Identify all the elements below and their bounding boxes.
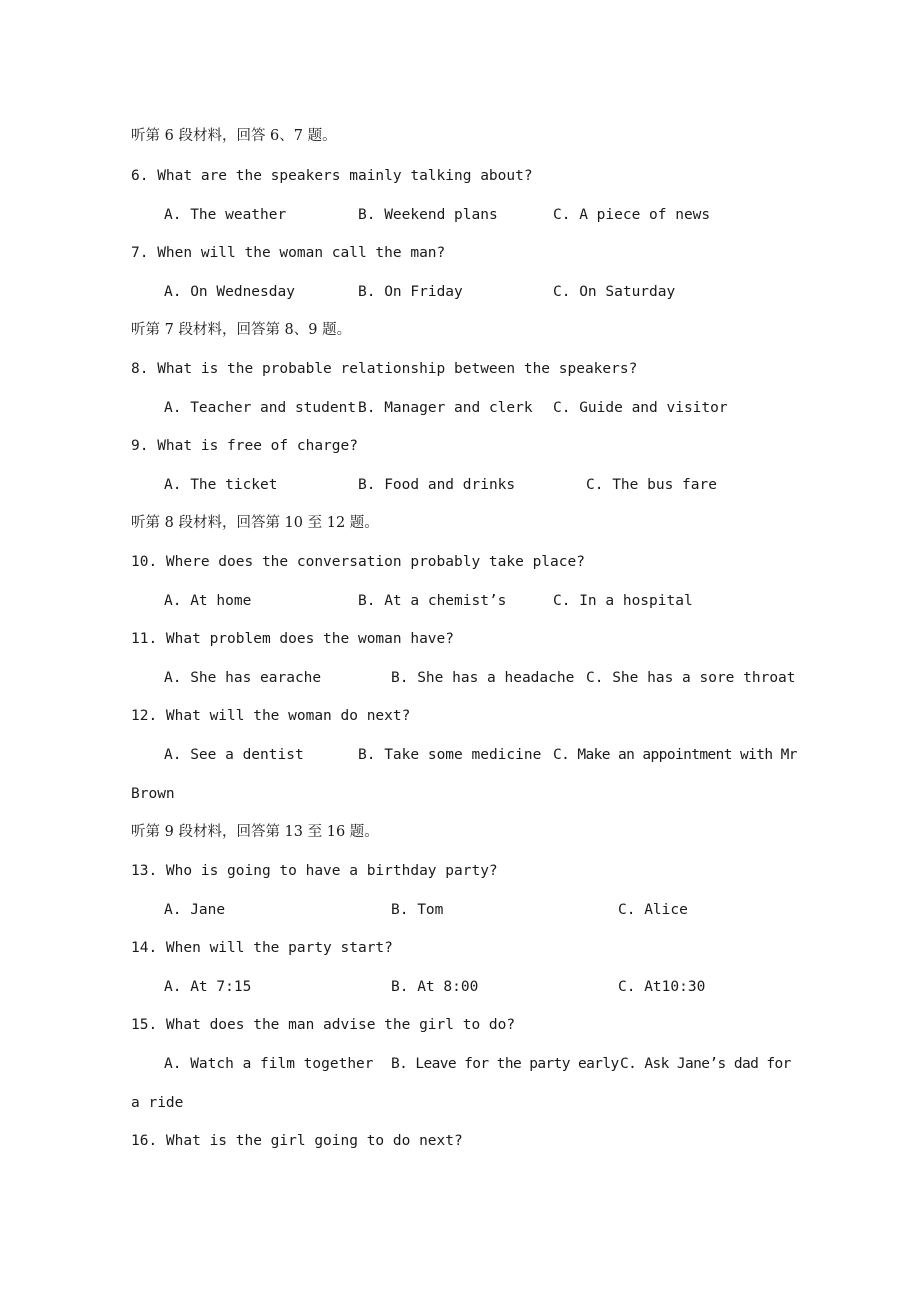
question-10-option-a: A. At home <box>164 593 252 609</box>
question-15-option-b: B. Leave for the party early <box>391 1056 619 1072</box>
question-14-stem: 14. When will the party start? <box>131 940 393 956</box>
question-15-option-a: A. Watch a film together <box>164 1056 374 1072</box>
question-13-stem: 13. Who is going to have a birthday party? <box>131 863 498 879</box>
question-9-option-c: C. The bus fare <box>586 477 717 493</box>
question-11-option-b: B. She has a headache <box>391 670 575 686</box>
section-heading-8: 听第 8 段材料，回答第 10 至 12 题。 <box>131 515 379 531</box>
section-heading-9: 听第 9 段材料，回答第 13 至 16 题。 <box>131 824 379 840</box>
question-13-option-c: C. Alice <box>618 902 688 918</box>
question-8-stem: 8. What is the probable relationship between the speakers? <box>131 361 638 377</box>
question-12-option-a: A. See a dentist <box>164 747 304 763</box>
question-8-option-b: B. Manager and clerk <box>358 400 533 416</box>
question-8-option-c: C. Guide and visitor <box>553 400 728 416</box>
section-heading-7: 听第 7 段材料，回答第 8、9 题。 <box>131 322 352 338</box>
question-6-stem: 6. What are the speakers mainly talking about? <box>131 168 533 184</box>
question-8-option-a: A. Teacher and student <box>164 400 357 416</box>
question-15-option-c: C. Ask Jane’s dad for <box>620 1056 791 1072</box>
question-14-option-b: B. At 8:00 <box>391 979 479 995</box>
section-heading-6: 听第 6 段材料，回答 6、7 题。 <box>131 128 337 144</box>
question-11-option-c: C. She has a sore throat <box>586 670 796 686</box>
question-9-stem: 9. What is free of charge? <box>131 438 358 454</box>
question-7-option-b: B. On Friday <box>358 284 463 300</box>
question-12-stem: 12. What will the woman do next? <box>131 708 411 724</box>
question-14-option-a: A. At 7:15 <box>164 979 252 995</box>
question-10-stem: 10. Where does the conversation probably take place? <box>131 554 585 570</box>
question-6-option-a: A. The weather <box>164 207 287 223</box>
question-9-option-a: A. The ticket <box>164 477 278 493</box>
question-16-stem: 16. What is the girl going to do next? <box>131 1133 463 1149</box>
question-12-option-c: C. Make an appointment with Mr <box>553 747 797 763</box>
question-11-option-a: A. She has earache <box>164 670 322 686</box>
question-7-option-c: C. On Saturday <box>553 284 676 300</box>
question-12-option-b: B. Take some medicine <box>358 747 542 763</box>
question-6-option-c: C. A piece of news <box>553 207 711 223</box>
question-15-stem: 15. What does the man advise the girl to do? <box>131 1017 516 1033</box>
question-7-option-a: A. On Wednesday <box>164 284 295 300</box>
question-10-option-c: C. In a hospital <box>553 593 693 609</box>
question-7-stem: 7. When will the woman call the man? <box>131 245 446 261</box>
question-15-option-c-continued: a ride <box>131 1095 184 1111</box>
question-11-stem: 11. What problem does the woman have? <box>131 631 455 647</box>
question-10-option-b: B. At a chemist’s <box>358 593 507 609</box>
question-12-option-c-continued: Brown <box>131 786 175 802</box>
question-14-option-c: C. At10:30 <box>618 979 706 995</box>
question-9-option-b: B. Food and drinks <box>358 477 516 493</box>
question-13-option-a: A. Jane <box>164 902 226 918</box>
question-13-option-b: B. Tom <box>391 902 444 918</box>
question-6-option-b: B. Weekend plans <box>358 207 498 223</box>
